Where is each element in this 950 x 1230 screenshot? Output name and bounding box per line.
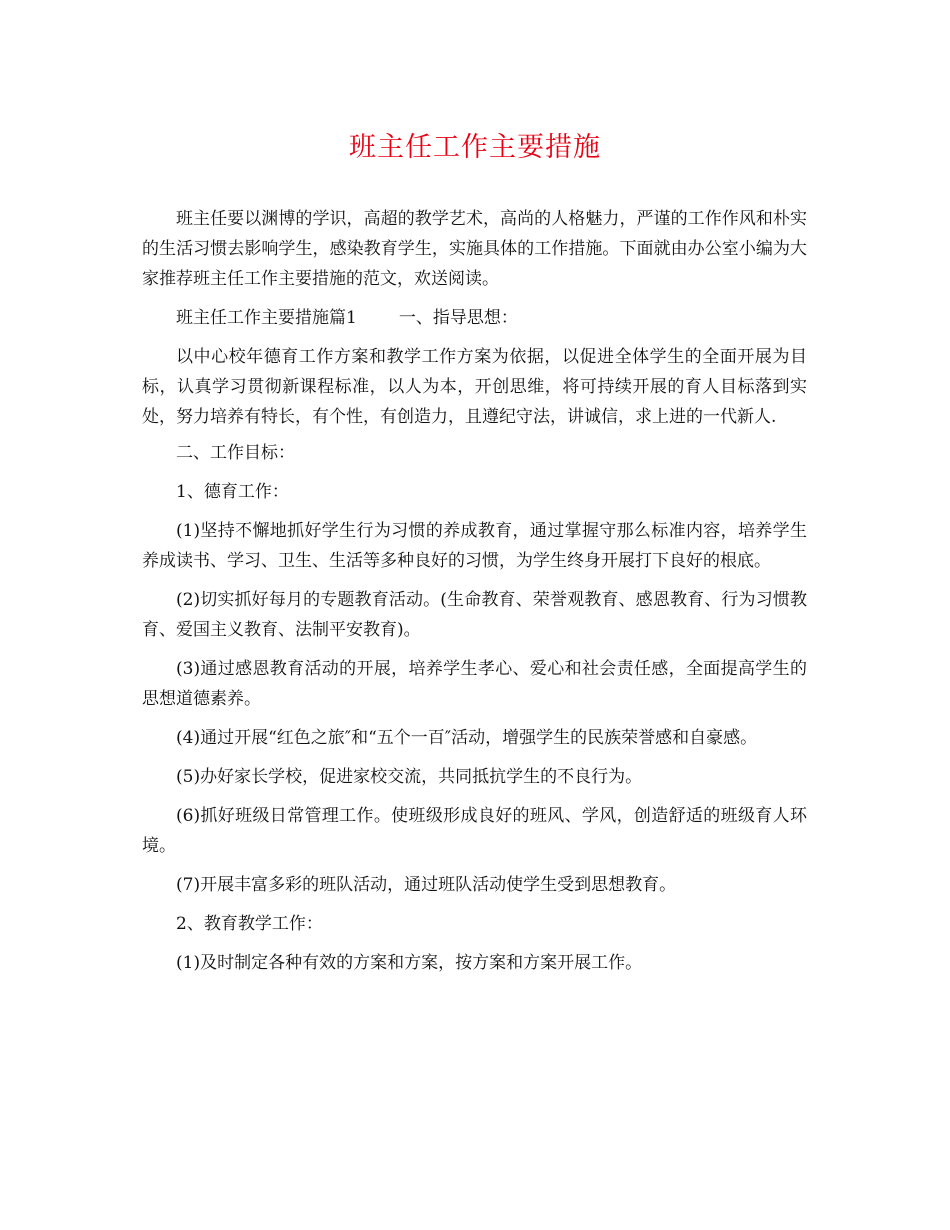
list-item-4: (4)通过开展“红色之旅″和“五个一百″活动，增强学生的民族荣誉感和自豪感。 xyxy=(176,728,758,748)
document-title: 班主任工作主要措施 xyxy=(349,132,601,163)
teaching-work-heading: 2、教育教学工作： xyxy=(176,914,323,934)
moral-education-heading: 1、德育工作： xyxy=(176,482,289,502)
list-item-2: (2)切实抓好每月的专题教育活动。(生命教育、荣誉观教育、感恩教育、行为习惯教育、爱国主义教育、法制平安教育)。 xyxy=(142,590,807,640)
list-item-6: (6)抓好班级日常管理工作。使班级形成良好的班风、学风，创造舒适的班级育人环境。 xyxy=(142,806,807,856)
list-item-5: (5)办好家长学校，促进家校交流，共同抵抗学生的不良行为。 xyxy=(176,767,643,787)
teaching-list-item-1: (1)及时制定各种有效的方案和方案，按方案和方案开展工作。 xyxy=(176,953,643,973)
intro-paragraph: 班主任要以渊博的学识，高超的教学艺术，高尚的人格魅力，严谨的工作作风和朴实的生活习惯去影响学生，感染教育学生，实施具体的工作措施。下面就由办公室小编为大家推荐班主任工作主要措施的范文，欢送阅读。 xyxy=(142,209,807,289)
document-body xyxy=(142,204,807,987)
list-item-1: (1)坚持不懈地抓好学生行为习惯的养成教育，通过掌握守那么标准内容，培养学生养成读书、学习、卫生、生活等多种良好的习惯，为学生终身开展打下良好的根底。 xyxy=(142,521,807,571)
section-heading: 一、指导思想： xyxy=(398,308,518,328)
list-item-3: (3)通过感恩教育活动的开展，培养学生孝心、爱心和社会责任感，全面提高学生的思想道德素养。 xyxy=(142,659,807,709)
work-goals-heading: 二、工作目标： xyxy=(176,443,295,463)
list-item-7: (7)开展丰富多彩的班队活动，通过班队活动使学生受到思想教育。 xyxy=(176,875,677,895)
guiding-thought-paragraph: 以中心校年德育工作方案和教学工作方案为依据，以促进全体学生的全面开展为目标，认真学习贯彻新课程标准，以人为本，开创思维，将可持续开展的育人目标落到实处，努力培养有特长，有个性，有创造力，且遵纪守法，讲诚信，求上进的一代新人. xyxy=(142,347,807,427)
section-label: 班主任工作主要措施篇1 xyxy=(176,308,357,328)
section-heading-row xyxy=(142,303,807,333)
